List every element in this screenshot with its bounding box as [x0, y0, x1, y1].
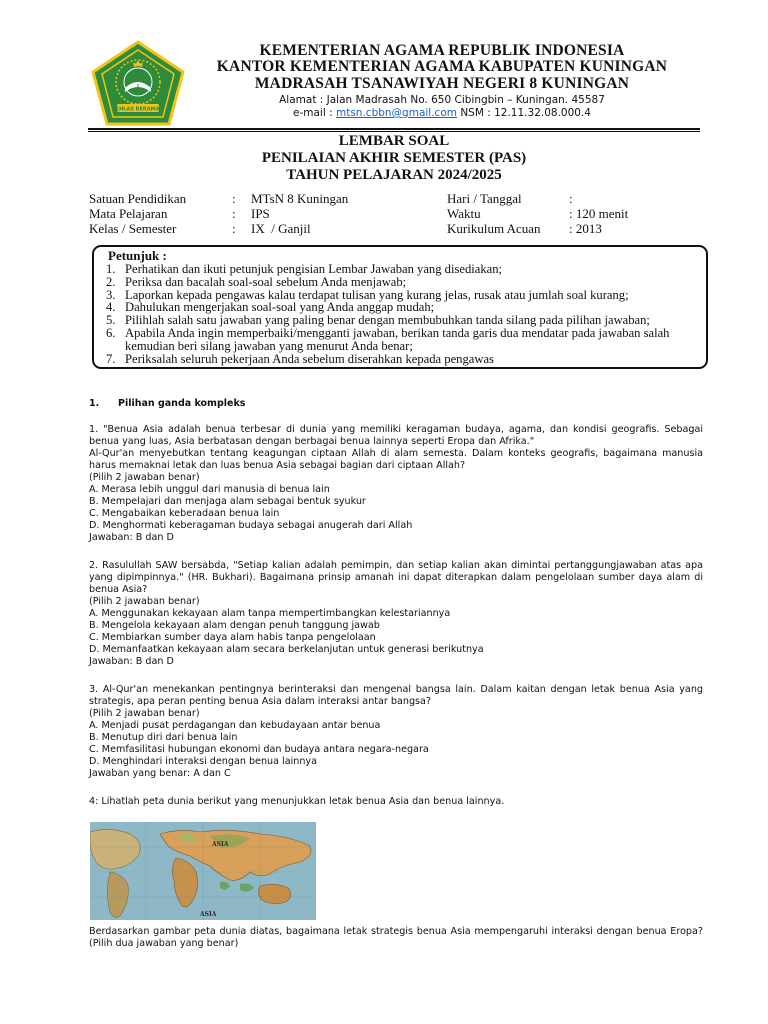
option-b: B. Menutup diri dari benua lain — [89, 732, 238, 743]
instruction-item: 4. Dahulukan mengerjakan soal-soal yang Anda anggap mudah; — [106, 300, 435, 315]
office-name: KANTOR KEMENTERIAN AGAMA KABUPATEN KUNINGAN — [216, 58, 668, 75]
ministry-name: KEMENTERIAN AGAMA REPUBLIK INDONESIA — [259, 42, 625, 59]
logo-caption: IKHLAS BERAMAL — [113, 106, 163, 113]
question-stem: Al-Qur'an menyebutkan tentang keagungan ciptaan Allah di alam semesta. Dalam konteks geografis, bagaimana manusia harus memaknai letak dan luas benua Asia sebagai bagian dari ciptaan Allah? — [89, 448, 703, 471]
info-value-satuan: MTsN 8 Kuningan — [251, 191, 349, 206]
option-a: A. Merasa lebih unggul dari manusia di benua lain — [89, 484, 330, 495]
instruction-item: 3. Laporkan kepada pengawas kalau terdapat tulisan yang kurang jelas, rusak atau jumlah soal kurang; — [106, 287, 629, 302]
instruction-item: 2. Periksa dan bacalah soal-soal sebelum Anda menjawab; — [106, 274, 407, 289]
school-address: Alamat : Jalan Madrasah No. 650 Cibingbin – Kuningan. 45587 — [279, 94, 605, 106]
info-label-kelas: Kelas / Semester — [89, 221, 177, 236]
info-value-mapel: IPS — [251, 206, 270, 221]
info-label-satuan: Satuan Pendidikan — [89, 191, 187, 206]
info-label-mapel: Mata Pelajaran — [89, 206, 168, 221]
info-sep: : — [232, 191, 236, 206]
doc-title: LEMBAR SOAL — [338, 133, 450, 149]
kemenag-logo — [89, 40, 187, 126]
header-rule-thick — [88, 128, 700, 130]
question-1 — [89, 424, 703, 544]
option-d: D. Memanfaatkan kekayaan alam secara berkelanjutan untuk generasi berikutnya — [89, 644, 484, 655]
question-stem: Berdasarkan gambar peta dunia diatas, bagaimana letak strategis benua Asia mempengaruhi interaksi dengan benua Eropa? (Pilih dua jawaban yang benar) — [89, 926, 703, 949]
question-4 — [89, 926, 703, 950]
info-sep: : — [232, 221, 236, 236]
option-b: B. Mengelola kekayaan alam dengan penuh tanggung jawab — [89, 620, 380, 631]
email-label: e-mail : — [293, 107, 336, 119]
instructions-title: Petunjuk : — [108, 248, 167, 263]
section-number: 1. — [89, 398, 100, 409]
answer: Jawaban: B dan D — [89, 656, 174, 667]
school-name: MADRASAH TSANAWIYAH NEGERI 8 KUNINGAN — [254, 75, 630, 92]
option-d: D. Menghormati keberagaman budaya sebagai anugerah dari Allah — [89, 520, 413, 531]
info-sep: : — [232, 206, 236, 221]
contact-line — [192, 106, 692, 120]
answer: Jawaban yang benar: A dan C — [89, 768, 231, 779]
map-label-asia-top: ASIA — [212, 841, 229, 848]
info-value-kelas: IX / Ganjil — [251, 221, 311, 236]
instructions-list — [106, 263, 706, 365]
nsm: NSM : 12.11.32.08.000.4 — [456, 107, 591, 119]
question-2 — [89, 560, 703, 668]
question-hint: (Pilih 2 jawaban benar) — [89, 472, 200, 483]
question-stem: 2. Rasulullah SAW bersabda, "Setiap kalian adalah pemimpin, dan setiap kalian akan dimintai pertanggungjawaban atas apa yang dipimpinnya." (HR. Bukhari). Bagaimana prinsip amanah ini dapat diterapkan dalam pengelolaan sumber daya alam di benua Asia? — [89, 560, 703, 595]
question-4-intro: 4: Lihatlah peta dunia berikut yang menunjukkan letak benua Asia dan benua lainnya. — [89, 796, 505, 807]
option-a: A. Menjadi pusat perdagangan dan kebudayaan antar benua — [89, 720, 381, 731]
question-stem: 1. "Benua Asia adalah benua terbesar di dunia yang memiliki keragaman budaya, agama, dan kondisi geografis. Sebagai benua yang luas, Asia berbatasan dengan berbagai benua lainnya seperti Eropa dan Afrika." — [89, 424, 703, 447]
info-label-kurikulum: Kurikulum Acuan — [447, 221, 541, 236]
instruction-item: 7. Periksalah seluruh pekerjaan Anda sebelum diserahkan kepada pengawas — [106, 351, 494, 366]
option-c: C. Memfasilitasi hubungan ekonomi dan budaya antara negara-negara — [89, 744, 429, 755]
academic-year: TAHUN PELAJARAN 2024/2025 — [286, 167, 502, 183]
option-c: C. Membiarkan sumber daya alam habis tanpa pengelolaan — [89, 632, 376, 643]
answer: Jawaban: B dan D — [89, 532, 174, 543]
option-d: D. Menghindari interaksi dengan benua lainnya — [89, 756, 317, 767]
info-label-waktu: Waktu — [447, 206, 481, 221]
info-value-waktu: : 120 menit — [569, 206, 629, 221]
option-a: A. Menggunakan kekayaan alam tanpa mempertimbangkan kelestariannya — [89, 608, 451, 619]
exam-name: PENILAIAN AKHIR SEMESTER (PAS) — [261, 150, 527, 166]
instruction-item: 6. Apabila Anda ingin memperbaiki/mengganti jawaban, berikan tanda garis dua mendatar pada jawaban salah kemudian beri silang jawaban yang menurut Anda benar; — [106, 325, 670, 353]
info-value-kurikulum: : 2013 — [569, 221, 602, 236]
header-rule-thin — [88, 131, 700, 132]
map-label-asia-bottom: ASIA — [200, 911, 217, 918]
section-title: Pilihan ganda kompleks — [118, 398, 246, 409]
option-b: B. Mempelajari dan menjaga alam sebagai bentuk syukur — [89, 496, 366, 507]
instruction-item: 1. Perhatikan dan ikuti petunjuk pengisian Lembar Jawaban yang disediakan; — [106, 262, 503, 276]
option-c: C. Mengabaikan keberadaan benua lain — [89, 508, 280, 519]
question-hint: (Pilih 2 jawaban benar) — [89, 708, 200, 719]
instruction-item: 5. Pilihlah salah satu jawaban yang paling benar dengan membubuhkan tanda silang pada pilihan jawaban; — [106, 313, 650, 328]
question-stem: 3. Al-Qur'an menekankan pentingnya berinteraksi dan mengenal bangsa lain. Dalam kaitan dengan letak benua Asia yang strategis, apa peran penting benua Asia dalam interaksi antar bangsa? — [89, 684, 703, 707]
info-value-hari: : — [569, 191, 573, 206]
world-map-image — [90, 822, 316, 920]
question-3 — [89, 684, 703, 780]
info-label-hari: Hari / Tanggal — [447, 191, 522, 206]
email-link[interactable]: mtsn.cbbn@gmail.com — [335, 107, 457, 119]
question-hint: (Pilih 2 jawaban benar) — [89, 596, 200, 607]
